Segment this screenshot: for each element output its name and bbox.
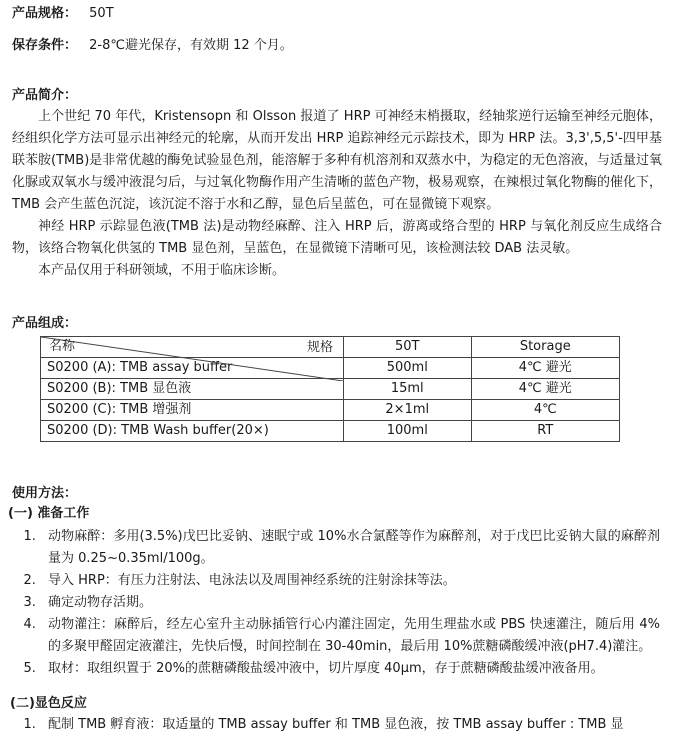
- table-row: [41, 400, 620, 421]
- section-2-heading: [10, 694, 87, 714]
- intro-heading: [12, 86, 77, 106]
- list-item: 4. 动物灌注：麻醉后，经左心室升主动脉插管行心内灌注固定，先用生理盐水或 PBS 快速灌注，随后用 4%的多聚甲醛固定液灌注，先快后慢，时间控制在 30-40min，最后用 10%蔗糖磷酸缓冲液(pH7.4)灌注。: [40, 614, 660, 658]
- intro-body: [12, 106, 662, 282]
- intro-paragraph-2: 神经 HRP 示踪显色液(TMB 法)是动物经麻醉、注入 HRP 后，游离或络合型的 HRP 与氧化剂反应生成络合物，该络合物氧化供氢的 TMB 显色剂，呈蓝色，在显微镜下清晰可见，该检测法较 DAB 法灵敏。: [12, 219, 662, 256]
- storage-line: [12, 36, 293, 56]
- prep-steps: [12, 526, 660, 680]
- list-item: 3. 确定动物存活期。: [40, 592, 660, 614]
- row-storage: 4℃ 避光: [471, 358, 619, 379]
- intro-paragraph-3: 本产品仅用于科研领域，不用于临床诊断。: [38, 263, 286, 278]
- table-header-row: [41, 337, 620, 358]
- list-item: 1. 配制 TMB 孵育液：取适量的 TMB assay buffer 和 TMB 显色液，按 TMB assay buffer : TMB 显: [40, 714, 660, 736]
- intro-heading-text: 产品简介：: [12, 88, 78, 103]
- row-name: S0200 (C): TMB 增强剂: [41, 400, 344, 421]
- row-name: S0200 (D): TMB Wash buffer(20×): [41, 421, 344, 442]
- usage-heading: [12, 484, 77, 504]
- row-storage: 4℃ 避光: [471, 379, 619, 400]
- header-storage: Storage: [471, 337, 619, 358]
- header-50t: 50T: [344, 337, 472, 358]
- list-item: 1. 动物麻醉：多用(3.5%)戊巴比妥钠、速眠宁或 10%水合氯醛等作为麻醉剂，对于戊巴比妥钠大鼠的麻醉剂量为 0.25~0.35ml/100g。: [40, 526, 660, 570]
- list-item: 2. 导入 HRP：有压力注射法、电泳法以及周围神经系统的注射涂抹等法。: [40, 570, 660, 592]
- row-storage: RT: [471, 421, 619, 442]
- usage-heading-text: 使用方法：: [12, 486, 78, 501]
- table-row: [41, 421, 620, 442]
- table-row: [41, 379, 620, 400]
- composition-heading-text: 产品组成：: [12, 316, 78, 331]
- spec-value: 50T: [89, 6, 114, 21]
- section-2-heading-text: (二)显色反应: [10, 696, 87, 711]
- section-1-heading-text: (一) 准备工作: [8, 506, 90, 521]
- row-name: S0200 (B): TMB 显色液: [41, 379, 344, 400]
- row-amount: 2×1ml: [344, 400, 472, 421]
- table-header-diagonal-cell: [41, 337, 344, 358]
- reaction-steps: [12, 714, 660, 738]
- composition-table: [40, 336, 620, 442]
- spec-line: [12, 4, 114, 24]
- row-amount: 100ml: [344, 421, 472, 442]
- storage-value: 2-8℃避光保存，有效期 12 个月。: [89, 38, 293, 53]
- row-storage: 4℃: [471, 400, 619, 421]
- spec-label: 产品规格：: [12, 6, 78, 21]
- intro-paragraph-1: 上个世纪 70 年代，Kristensopn 和 Olsson 报道了 HRP 可神经末梢摄取，经轴浆逆行运输至神经元胞体，经组织化学方法可显示出神经元的轮廓，从而开发出 HRP 追踪神经元示踪技术，即为 HRP 法。3,3',5,5'-四甲基联苯胺(TMB)是非常优越的酶免试验显色剂，能溶解于多种有机溶剂和双蒸水中，为稳定的无色溶液，与适量过氧化脲或双氧水与缓冲液混匀后，与过氧化物酶作用产生清晰的蓝色产物，极易观察，在辣根过氧化物酶的催化下，TMB 会产生蓝色沉淀，该沉淀不溶于水和乙醇，显色后呈蓝色，可在显微镜下观察。: [12, 109, 663, 212]
- storage-label: 保存条件：: [12, 38, 78, 53]
- section-1-heading: [8, 504, 89, 524]
- composition-heading: [12, 314, 77, 334]
- diagonal-line: [41, 337, 343, 381]
- list-item: 5. 取材：取组织置于 20%的蔗糖磷酸盐缓冲液中，切片厚度 40μm，存于蔗糖磷酸盐缓冲液备用。: [40, 658, 660, 680]
- header-name: 名称: [49, 338, 76, 354]
- header-spec: 规格: [306, 340, 333, 355]
- row-amount: 15ml: [344, 379, 472, 400]
- row-name: S0200 (A): TMB assay buffer: [41, 358, 344, 379]
- row-amount: 500ml: [344, 358, 472, 379]
